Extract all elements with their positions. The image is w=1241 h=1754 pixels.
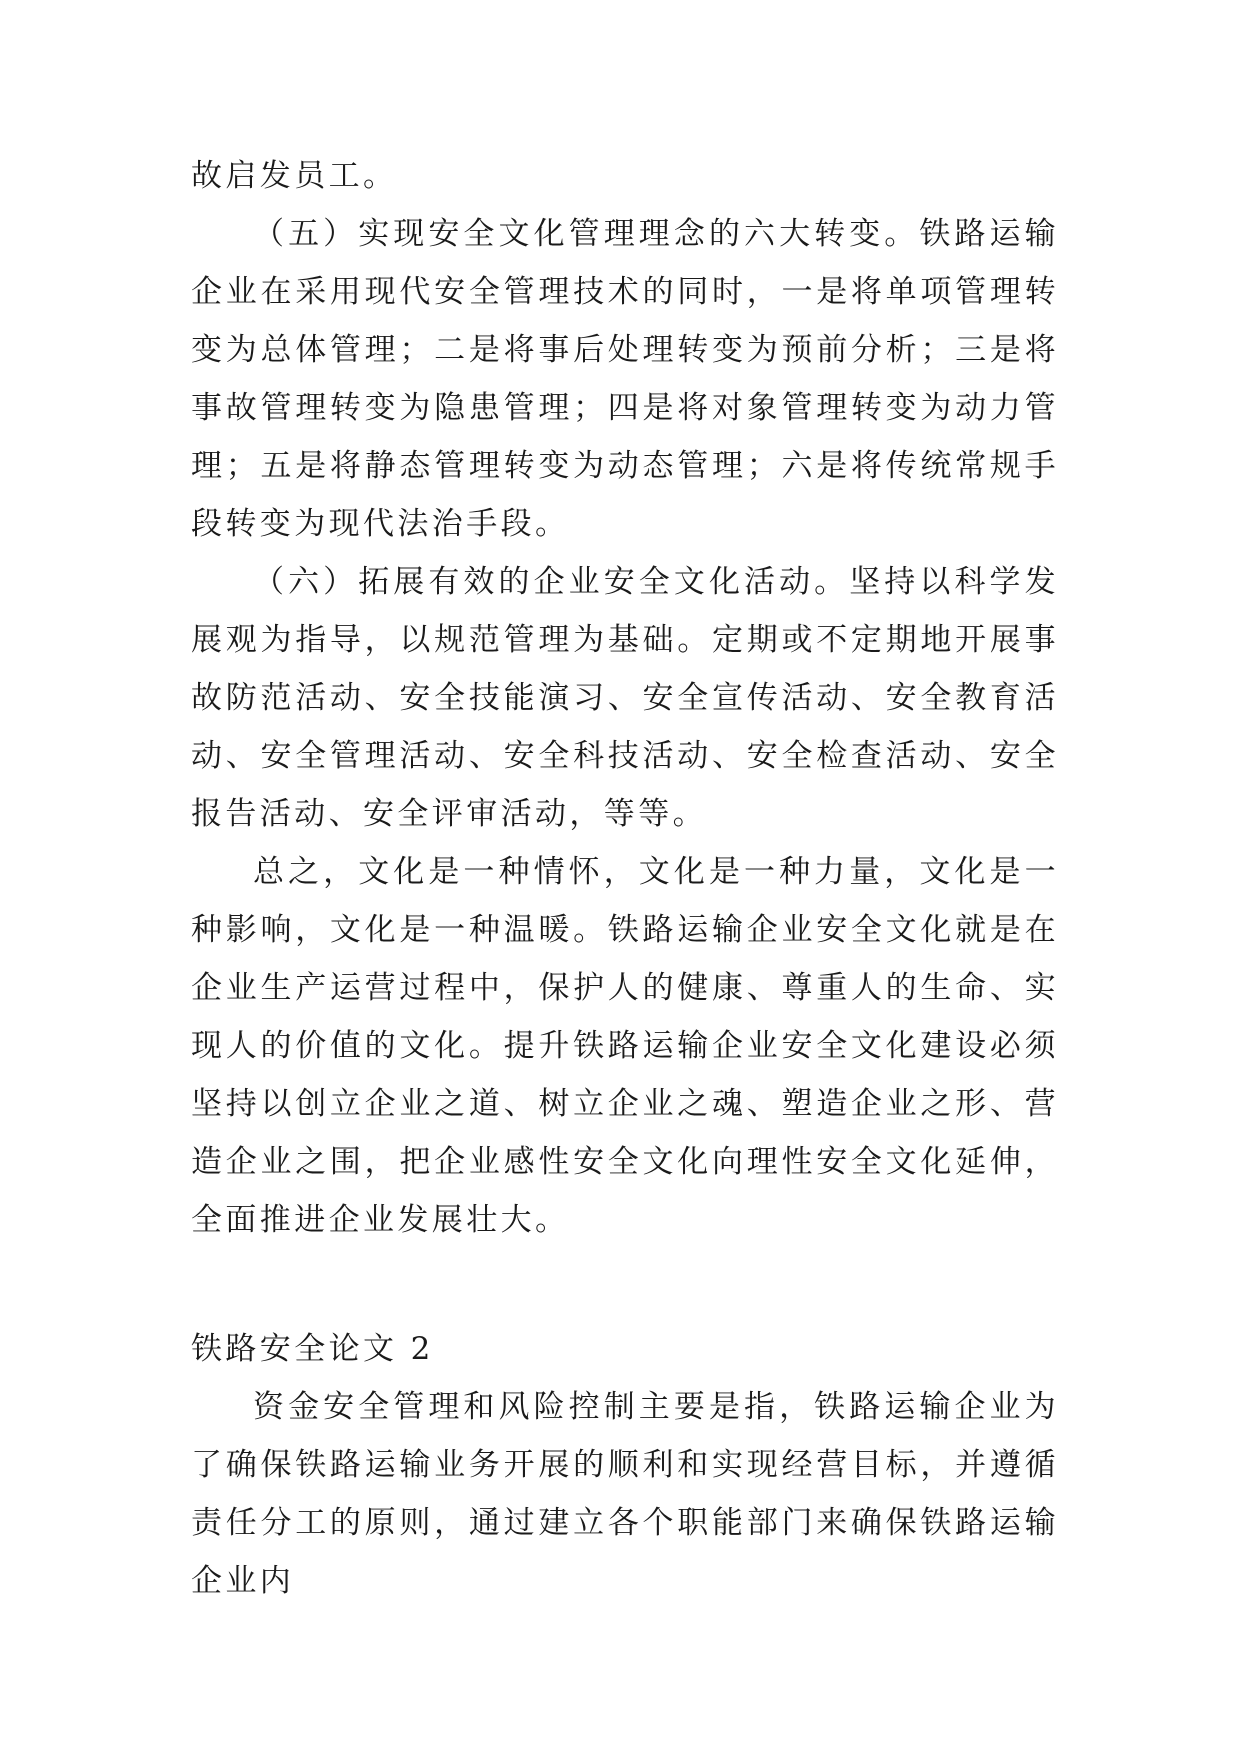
paragraph-capital-safety: 资金安全管理和风险控制主要是指，铁路运输企业为了确保铁路运输业务开展的顺利和实现经营目标，并遵循责任分工的原则，通过建立各个职能部门来确保铁路运输企业内 [191,1389,1059,1599]
paragraph-item-five: （五）实现安全文化管理理念的六大转变。铁路运输企业在采用现代安全管理技术的同时，一是将单项管理转变为总体管理；二是将事后处理转变为预前分析；三是将事故管理转变为隐患管理；四是将对象管理转变为动力管理；五是将静态管理转变为动态管理；六是将传统常规手段转变为现代法治手段。 [191,216,1059,542]
body-text-part1 [191,147,1059,1249]
paragraph-conclusion: 总之，文化是一种情怀，文化是一种力量，文化是一种影响，文化是一种温暖。铁路运输企业安全文化就是在企业生产运营过程中，保护人的健康、尊重人的生命、实现人的价值的文化。提升铁路运输企业安全文化建设必须坚持以创立企业之道、树立企业之魂、塑造企业之形、营造企业之围，把企业感性安全文化向理性安全文化延伸，全面推进企业发展壮大。 [191,854,1059,1238]
paragraph-item-six: （六）拓展有效的企业安全文化活动。坚持以科学发展观为指导，以规范管理为基础。定期或不定期地开展事故防范活动、安全技能演习、安全宣传活动、安全教育活动、安全管理活动、安全科技活动、安全检查活动、安全报告活动、安全评审活动，等等。 [191,564,1059,832]
paragraph-continuation: 故启发员工。 [191,158,398,194]
body-text-part2 [191,1378,1059,1610]
section-title: 铁路安全论文 2 [191,1331,434,1367]
